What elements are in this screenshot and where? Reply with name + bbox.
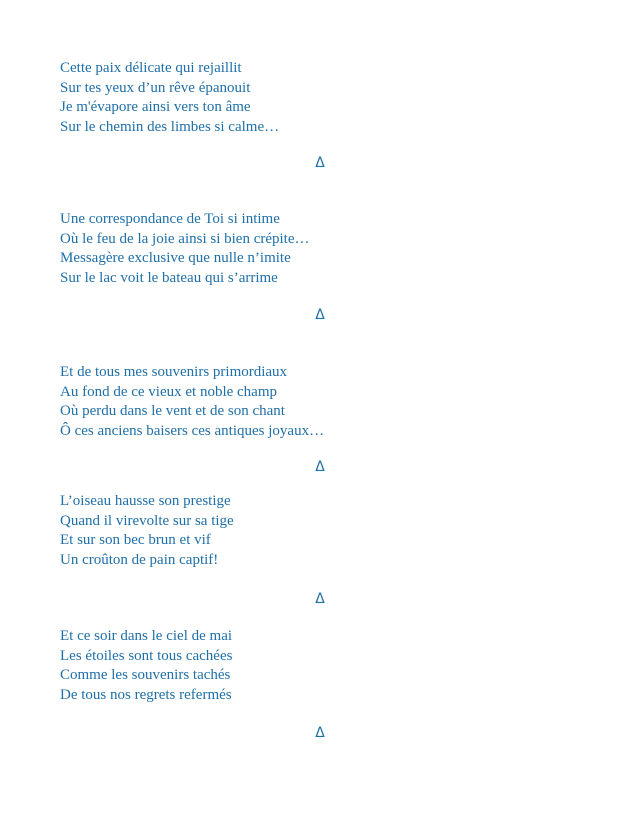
verse-line: Au fond de ce vieux et noble champ <box>60 383 278 400</box>
verse-line: Et ce soir dans le ciel de mai <box>60 628 233 644</box>
delta-separator: Δ <box>315 307 325 323</box>
verse-line: Une correspondance de Toi si intime <box>60 211 280 227</box>
delta-separator: Δ <box>315 459 325 475</box>
verse-line: Sur tes yeux d’un rêve épanouit <box>60 79 251 96</box>
verse-line: Je m'évapore ainsi vers ton âme <box>60 99 251 115</box>
verse-line: Et sur son bec brun et vif <box>60 532 211 548</box>
verse-line: Ô ces anciens baisers ces antiques joyaux… <box>60 422 325 439</box>
verse-line: De tous nos regrets refermés <box>60 686 232 703</box>
verse-line: L’oiseau hausse son prestige <box>60 493 231 509</box>
verse-line: Cette paix délicate qui rejaillit <box>60 60 242 76</box>
stanza-1 <box>60 59 279 137</box>
verse-line: Et de tous mes souvenirs primordiaux <box>60 364 288 380</box>
stanza-2 <box>60 210 310 288</box>
verse-line: Sur le lac voit le bateau qui s’arrime <box>60 269 278 286</box>
verse-line: Où le feu de la joie ainsi si bien crépite… <box>60 230 310 247</box>
verse-line: Les étoiles sont tous cachées <box>60 647 233 664</box>
verse-line: Quand il virevolte sur sa tige <box>60 512 234 529</box>
delta-separator: Δ <box>315 155 325 171</box>
verse-line: Comme les souvenirs tachés <box>60 667 231 683</box>
verse-line: Sur le chemin des limbes si calme… <box>60 118 280 135</box>
stanza-5 <box>60 627 232 705</box>
verse-line: Messagère exclusive que nulle n’imite <box>60 250 291 266</box>
stanza-4 <box>60 492 234 570</box>
delta-separator: Δ <box>315 591 325 607</box>
verse-line: Un croûton de pain captif! <box>60 551 219 568</box>
stanza-3 <box>60 363 324 441</box>
verse-line: Où perdu dans le vent et de son chant <box>60 403 285 419</box>
delta-separator: Δ <box>315 725 325 741</box>
